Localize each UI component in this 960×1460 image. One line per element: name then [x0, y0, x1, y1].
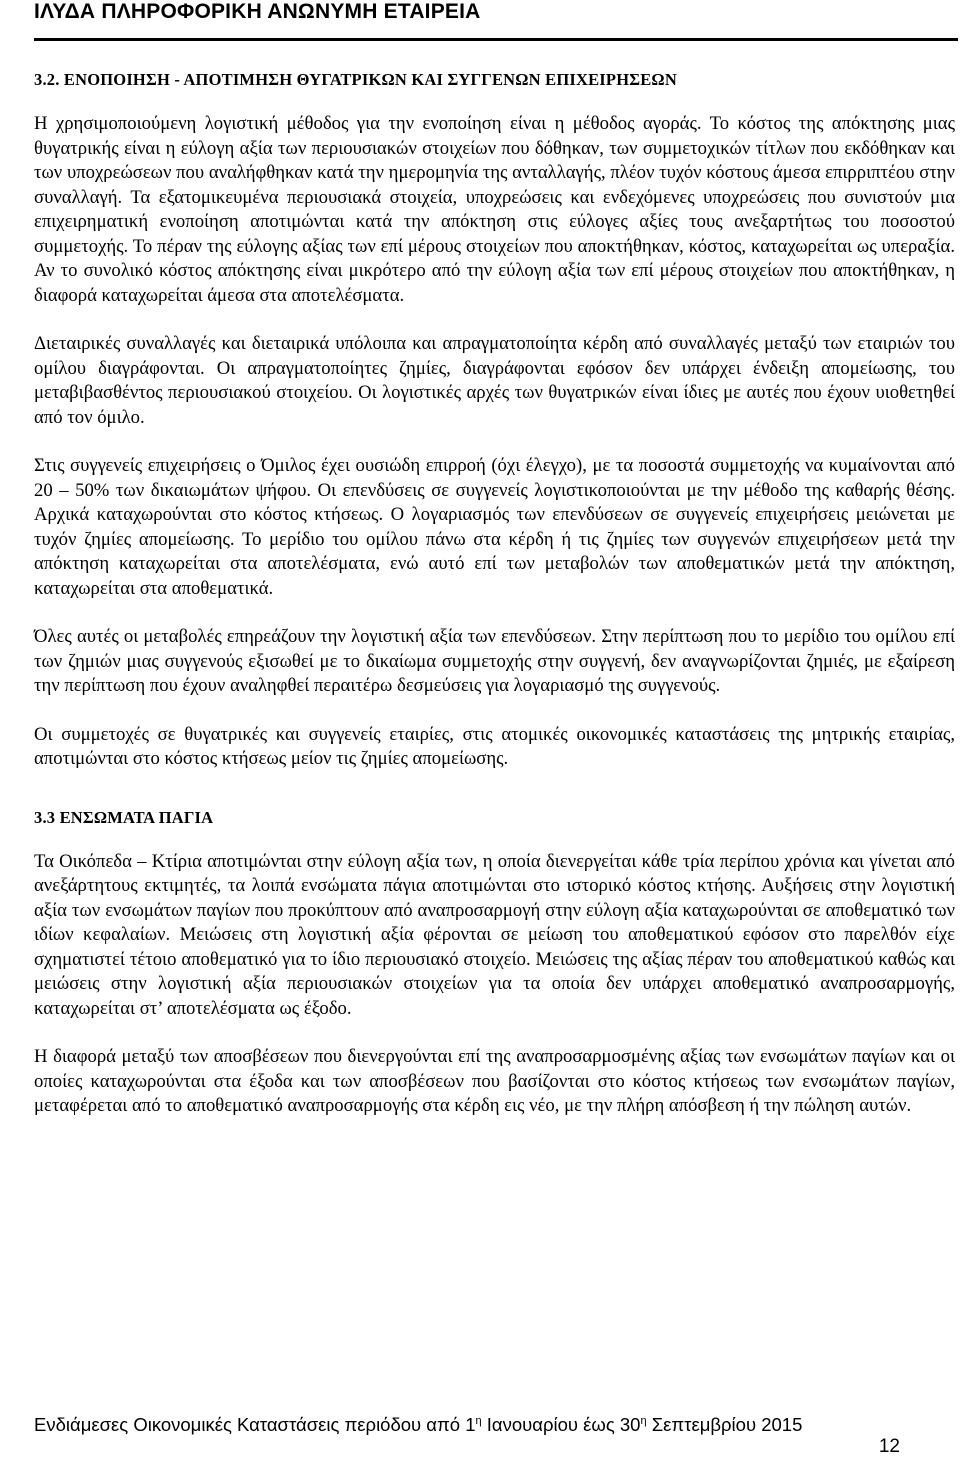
- company-header: ΙΛΥΔΑ ΠΛΗΡΟΦΟΡΙΚΗ ΑΝΩΝΥΜΗ ΕΤΑΙΡΕΙΑ: [34, 0, 481, 23]
- section-heading: ΕΝΟΠΟΙΗΣΗ - ΑΠΟΤΙΜΗΣΗ ΘΥΓΑΤΡΙΚΩΝ ΚΑΙ ΣΥΓΓΕΝΩΝ ΕΠΙΧΕΙΡΗΣΕΩΝ: [63, 70, 677, 89]
- spacer: [34, 796, 955, 808]
- paragraph: Η χρησιμοποιούμενη λογιστική μέθοδος για την ενοποίηση είναι η μέθοδος αγοράς. Το κόστος της απόκτησης μιας θυγατρικής είναι η εύλογη αξία των περιουσιακών στοιχείων που δόθηκαν, των συμμετοχικών τίτλων που εκδόθηκαν και των υποχρεώσεων που αναλήφθηκαν κατά την ημερομηνία της ανταλλαγής, πλέον τυχόν κόστους άμεσα επιρριπτέου στην συναλλαγή. Τα εξατομικευμένα περιουσιακά στοιχεία, υποχρεώσεις και ενδεχόμενες υποχρεώσεις που συνιστούν μια επιχειρηματική ενοποίηση αποτιμώνται κατά την απόκτηση στις εύλογες αξίες τους ανεξαρτήτως του ποσοστού συμμετοχής. Το πέραν της εύλογης αξίας των επί μέρους στοιχείων που αποκτήθηκαν, κόστος, καταχωρείται ως υπεραξία. Αν το συνολικό κόστος απόκτησης είναι μικρότερο από την εύλογη αξία των επί μέρους στοιχείων που αποκτήθηκαν, η διαφορά καταχωρείται άμεσα στα αποτελέσματα.: [34, 113, 955, 306]
- paragraph: Οι συμμετοχές σε θυγατρικές και συγγενείς εταιρίες, στις ατομικές οικονομικές καταστάσεις της μητρικής εταιρίας, αποτιμώνται στο κόστος κτήσεως μείον τις ζημίες απομείωσης.: [34, 723, 955, 769]
- paragraph: Η διαφορά μεταξύ των αποσβέσεων που διενεργούνται επί της αναπροσαρμοσμένης αξίας των ενσωμάτων παγίων και οι οποίες καταχωρούνται στα έξοδα και των αποσβέσεων που βασίζονται στο κόστος κτήσεως των ενσωμάτων παγίων, μεταφέρεται από το αποθεματικό αναπροσαρμογής στα κέρδη εις νέο, με την πλήρη απόσβεση ή την πώληση αυτών.: [34, 1046, 955, 1116]
- paragraph: Όλες αυτές οι μεταβολές επηρεάζουν την λογιστική αξία των επενδύσεων. Στην περίπτωση που το μερίδιο του ομίλου επί των ζημιών μιας συγγενούς εξισωθεί με το δικαίωμα συμμετοχής στην συγγενή, δεν αναγνωρίζονται ζημιές, με εξαίρεση την περίπτωση που έχουν αναληφθεί περαιτέρω δεσμεύσεις για λογαριασμό της συγγενούς.: [34, 626, 955, 696]
- page-number: 12: [878, 1436, 900, 1457]
- section-number: 3.2.: [34, 70, 60, 89]
- header-divider: [34, 38, 958, 41]
- section-number: 3.3: [34, 807, 56, 827]
- section-title-3-2: [34, 70, 955, 96]
- footer-text: Ενδιάμεσες Οικονομικές Καταστάσεις περιόδου από $1^\eta$ Ιανουαρίου έως $30^\eta$ Σεπτεμβρίου 2015: [34, 1414, 803, 1436]
- section-heading: ΕΝΣΩΜΑΤΑ ΠΑΓΙΑ: [59, 807, 214, 827]
- paragraph: Διεταιρικές συναλλαγές και διεταιρικά υπόλοιπα και απραγματοποίητα κέρδη από συναλλαγές μεταξύ των εταιριών του ομίλου διαγράφονται. Οι απραγματοποίητες ζημίες, διαγράφονται εφόσον δεν υπάρχει ένδειξη απομείωσης, του μεταβιβασθέντος περιουσιακού στοιχείου. Οι λογιστικές αρχές των θυγατρικών είναι ίδιες με αυτές που έχουν υιοθετηθεί από τον όμιλο.: [34, 333, 955, 428]
- section-title-3-3: [34, 808, 955, 834]
- paragraph: Στις συγγενείς επιχειρήσεις ο Όμιλος έχει ουσιώδη επιρροή (όχι έλεγχο), με τα ποσοστά συμμετοχής να κυμαίνονται από 20 – 50% των δικαιωμάτων ψήφου. Οι επενδύσεις σε συγγενείς λογιστικοποιούνται με την μέθοδο της καθαρής θέσης. Αρχικά καταχωρούνται στο κόστος κτήσεως. Ο λογαριασμός των επενδύσεων σε συγγενείς επιχειρήσεις μειώνεται με τυχόν ζημίες απομείωσης. Το μερίδιο του ομίλου πάνω στα κέρδη ή τις ζημίες των συγγενών επιχειρήσεων μετά την απόκτηση καταχωρείται στα αποτελέσματα, ενώ αυτό επί των μεταβολών των αποθεματικών μετά την απόκτηση, καταχωρείται στα αποθεματικά.: [34, 455, 955, 599]
- paragraph: Τα Οικόπεδα – Κτίρια αποτιμώνται στην εύλογη αξία των, η οποία διενεργείται κάθε τρία περίπου χρόνια και γίνεται από ανεξάρτητους εκτιμητές, τα λοιπά ενσώματα πάγια αποτιμώνται στο ιστορικό κόστος κτήσης. Αυξήσεις στην λογιστική αξία των ενσωμάτων παγίων που προκύπτουν από αναπροσαρμογή στην εύλογη αξία καταχωρούνται σε αποθεματικό των ιδίων κεφαλαίων. Μειώσεις στη λογιστική αξία φέρονται σε μείωση του αποθεματικού εφόσον στο παρελθόν είχε σχηματιστεί τέτοιο αποθεματικό για το ίδιο περιουσιακό στοιχείο. Μειώσεις της αξίας πέραν του αποθεματικού καθώς και μειώσεις στην λογιστική αξία περιουσιακών στοιχείων για τα οποία δεν υπάρχει αποθεματικό αναπροσαρμογής, καταχωρείται στ’ αποτελέσματα ως έξοδο.: [34, 850, 955, 1019]
- document-body: [34, 70, 955, 1143]
- page-footer: [34, 1412, 958, 1436]
